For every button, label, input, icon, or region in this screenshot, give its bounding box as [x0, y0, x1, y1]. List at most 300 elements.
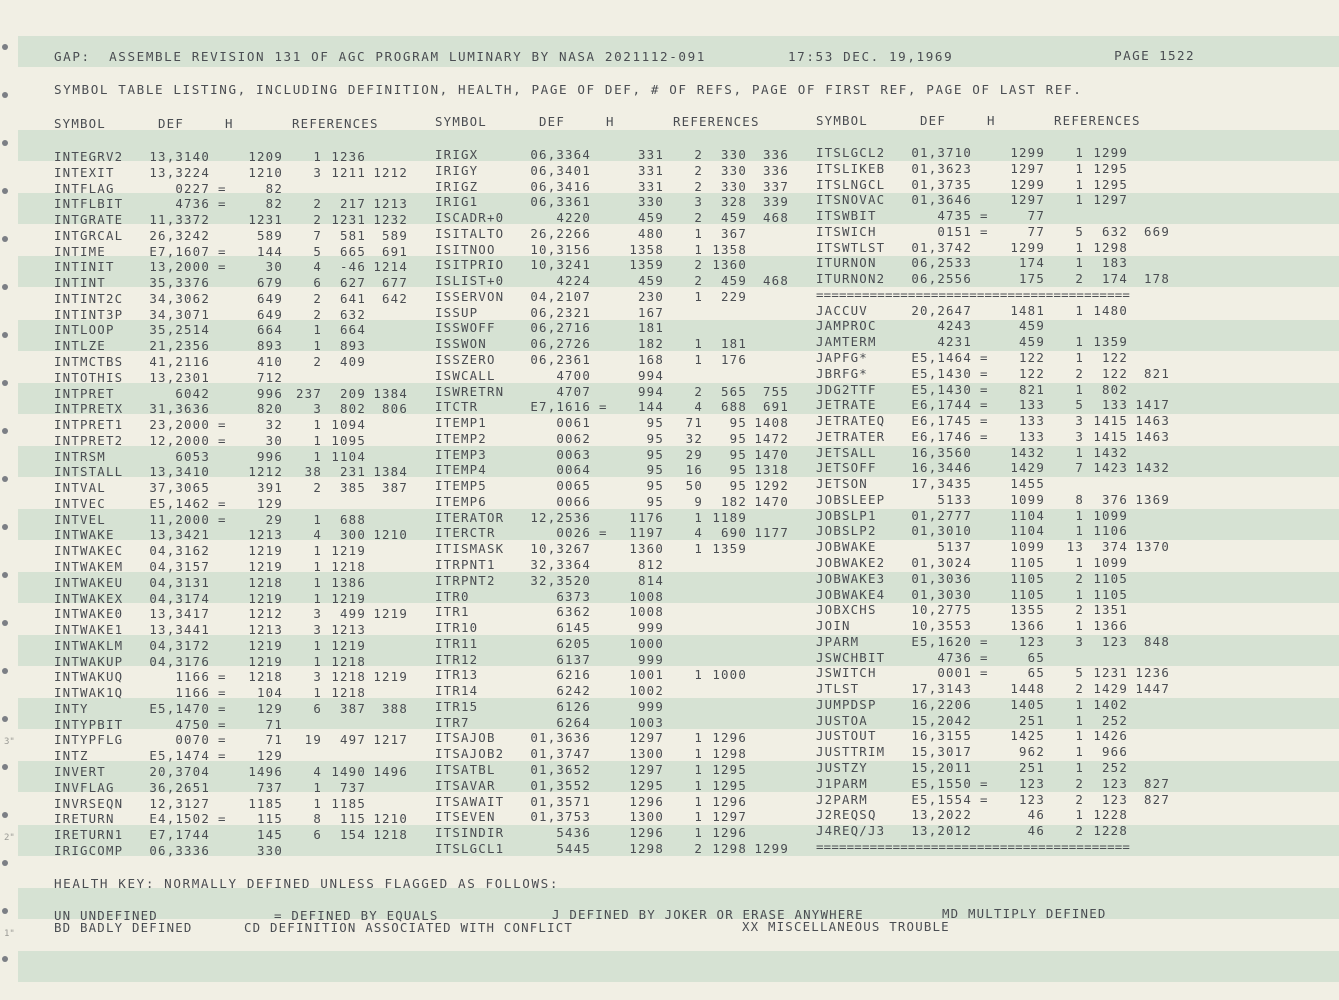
cell-def-page: 95	[646, 493, 664, 509]
cell-ref-count: 2	[1075, 681, 1084, 697]
cell-ref-count: 2	[313, 290, 322, 306]
cell-last-ref: 1384	[373, 385, 408, 401]
cell-first-ref: 1296	[712, 825, 747, 841]
cell-first-ref: 565	[721, 383, 747, 399]
cell-def: 06,2716	[530, 320, 591, 336]
cell-def: 6242	[556, 683, 591, 699]
key-misc-trouble: XX MISCELLANEOUS TROUBLE	[742, 919, 950, 934]
cell-symbol: ITR11	[435, 635, 479, 651]
cell-ref-count: 2	[1075, 570, 1084, 586]
cell-ref-count: 2	[694, 147, 703, 162]
cell-symbol: ITURNON2	[816, 271, 886, 287]
cell-symbol: J2REQSQ	[816, 807, 877, 823]
cell-symbol: INTWAKUQ	[54, 669, 124, 685]
cell-symbol: JOBWAKE	[816, 539, 877, 555]
cell-health: =	[218, 495, 227, 511]
cell-health: =	[980, 381, 989, 397]
cell-first-ref: 300	[340, 527, 366, 543]
listing-timestamp: 17:53 DEC. 19,1969	[788, 49, 954, 64]
cell-symbol: ITISMASK	[435, 541, 505, 557]
cell-def-page: 649	[257, 290, 283, 306]
cell-symbol: ITR0	[435, 588, 470, 604]
cell-def: 01,3623	[911, 160, 972, 176]
cell-def-page: 77	[1027, 223, 1045, 239]
cell-def-page: 123	[1019, 791, 1045, 807]
cell-def: E4,1502	[149, 811, 210, 827]
cell-last-ref: 1232	[373, 212, 408, 228]
cell-def-page: 1429	[1010, 460, 1045, 476]
cell-symbol: INTWAKEC	[54, 543, 124, 559]
cell-first-ref: 1218	[331, 559, 366, 575]
cell-ref-count: 1	[313, 574, 322, 590]
cell-first-ref: 122	[1102, 365, 1128, 381]
cell-symbol: INTFLAG	[54, 180, 115, 196]
cell-def: 4707	[556, 383, 591, 399]
cell-ref-count: 1	[313, 511, 322, 527]
cell-symbol: INTYPBIT	[54, 716, 124, 732]
cell-def: 13,2012	[911, 823, 972, 839]
cell-health: =	[980, 365, 989, 381]
cell-def-page: 1296	[629, 825, 664, 841]
cell-health: =	[980, 350, 989, 365]
cell-first-ref: 1236	[331, 149, 366, 164]
cell-last-ref: 1370	[1135, 539, 1170, 555]
cell-def: 0065	[556, 478, 591, 494]
cell-ref-count: 1	[694, 225, 703, 241]
cell-def: 6053	[175, 448, 210, 464]
cell-def-page: 77	[1027, 208, 1045, 224]
cell-first-ref: 688	[340, 511, 366, 527]
cell-last-ref: 677	[382, 275, 408, 291]
cell-symbol: INTVEC	[54, 495, 106, 511]
cell-first-ref: 182	[721, 493, 747, 509]
cell-def: 04,2107	[530, 288, 591, 304]
cell-symbol: JSWITCH	[816, 665, 877, 681]
cell-def-page: 29	[265, 511, 283, 527]
cell-health: =	[980, 649, 989, 665]
cell-def-page: 1209	[248, 149, 283, 164]
cell-symbol: ITSLGCL1	[435, 840, 505, 856]
cell-def: 0064	[556, 462, 591, 478]
cell-def: 5133	[937, 491, 972, 507]
cell-ref-count: 1	[1075, 523, 1084, 539]
cell-def: 32,3520	[530, 572, 591, 588]
cell-symbol: INTWAKLM	[54, 637, 124, 653]
cell-health: =	[980, 208, 989, 224]
cell-ref-count: 1	[313, 653, 322, 669]
cell-symbol: JTLST	[816, 681, 860, 697]
cell-symbol: INTWAKE	[54, 527, 115, 543]
cell-def: 12,2000	[149, 432, 210, 448]
cell-first-ref: 1095	[331, 432, 366, 448]
cell-def: E5,1462	[149, 495, 210, 511]
cell-first-ref: 802	[1102, 381, 1128, 397]
cell-def: 6205	[556, 635, 591, 651]
cell-def-page: 1212	[248, 606, 283, 622]
cell-last-ref: 468	[763, 210, 789, 226]
feed-hole	[2, 140, 8, 146]
feed-hole	[2, 236, 8, 242]
cell-symbol: JOBWAKE3	[816, 570, 886, 586]
cell-ref-count: 1	[1075, 160, 1084, 176]
cell-last-ref: 1214	[373, 259, 408, 275]
cell-symbol: J1PARM	[816, 775, 868, 791]
col-header-def-2: DEF	[539, 114, 565, 129]
cell-first-ref: 1296	[712, 730, 747, 746]
cell-first-ref: 1429	[1093, 681, 1128, 697]
cell-def: 12,3127	[149, 795, 210, 811]
cell-first-ref: 330	[721, 178, 747, 194]
cell-symbol: ITRPNT1	[435, 557, 496, 573]
cell-last-ref: 1292	[754, 478, 789, 494]
cell-def-page: 1099	[1010, 491, 1045, 507]
cell-def: E6,1745	[911, 413, 972, 429]
cell-def-page: 1099	[1010, 539, 1045, 555]
cell-def: 4243	[937, 318, 972, 334]
cell-health: =	[980, 413, 989, 429]
cell-def-page: 175	[1019, 271, 1045, 287]
cell-first-ref: 1296	[712, 793, 747, 809]
cell-def: E6,1746	[911, 428, 972, 444]
cell-symbol: ISCADR+0	[435, 210, 505, 226]
cell-last-ref: 1463	[1135, 413, 1170, 429]
cell-def: 5436	[556, 825, 591, 841]
cell-first-ref: 1415	[1093, 428, 1128, 444]
cell-def-page: 1197	[629, 525, 664, 541]
cell-ref-count: 5	[1075, 397, 1084, 413]
cell-ref-count: 1	[313, 432, 322, 448]
cell-def-page: 1231	[248, 212, 283, 228]
cell-def: 12,2536	[530, 509, 591, 525]
cell-first-ref: 174	[1102, 271, 1128, 287]
cell-first-ref: 1490	[331, 764, 366, 780]
cell-ref-count: 2	[694, 178, 703, 194]
cell-ref-count: 1	[1075, 145, 1084, 160]
cell-first-ref: 122	[1102, 350, 1128, 365]
cell-ref-count: 4	[313, 259, 322, 275]
cell-first-ref: 209	[340, 385, 366, 401]
cell-def: 6216	[556, 667, 591, 683]
cell-def-page: 115	[257, 811, 283, 827]
cell-first-ref: -46	[340, 259, 366, 275]
feed-hole	[2, 284, 8, 290]
cell-def: 6126	[556, 698, 591, 714]
cell-def: 34,3062	[149, 290, 210, 306]
cell-first-ref: 499	[340, 606, 366, 622]
cell-symbol: INTWAKEU	[54, 574, 124, 590]
cell-def: E7,1616	[530, 399, 591, 415]
cell-def: E7,1607	[149, 243, 210, 259]
cell-last-ref: 1470	[754, 493, 789, 509]
cell-symbol: INTWAKE1	[54, 622, 124, 638]
cell-def: 01,3742	[911, 239, 972, 255]
cell-symbol: ITR14	[435, 683, 479, 699]
cell-first-ref: 1094	[331, 417, 366, 433]
feed-hole	[2, 908, 8, 914]
cell-first-ref: 154	[340, 827, 366, 843]
cell-symbol: ISITALTO	[435, 225, 505, 241]
cell-def: 4735	[937, 208, 972, 224]
cell-def: 6264	[556, 714, 591, 730]
col-header-def-3: DEF	[920, 113, 946, 128]
cell-def-page: 144	[257, 243, 283, 259]
cell-def: 13,3421	[149, 527, 210, 543]
cell-def-page: 82	[265, 196, 283, 212]
cell-symbol: ITEMP3	[435, 446, 487, 462]
cell-ref-count: 1	[1075, 350, 1084, 365]
key-defined-by-joker: J DEFINED BY JOKER OR ERASE ANYWHERE	[552, 907, 864, 922]
cell-def-page: 1000	[629, 635, 664, 651]
cell-first-ref: 664	[340, 322, 366, 338]
cell-def-page: 459	[638, 273, 664, 289]
cell-def-page: 65	[1027, 665, 1045, 681]
cell-def: 04,3172	[149, 637, 210, 653]
cell-last-ref: 848	[1144, 633, 1170, 649]
cell-health: =	[980, 397, 989, 413]
cell-def-page: 999	[638, 651, 664, 667]
cell-def: 4736	[175, 196, 210, 212]
cell-def: 01,3036	[911, 570, 972, 586]
cell-def-page: 1355	[1010, 602, 1045, 618]
cell-health: =	[218, 716, 227, 732]
cell-first-ref: 367	[721, 225, 747, 241]
cell-def-page: 994	[638, 367, 664, 383]
cell-def: 06,3336	[149, 842, 210, 858]
cell-first-ref: 1358	[712, 241, 747, 257]
cell-ref-count: 19	[304, 732, 322, 748]
cell-symbol: INTGRATE	[54, 212, 124, 228]
cell-def: E6,1744	[911, 397, 972, 413]
cell-def: E5,1464	[911, 350, 972, 365]
cell-symbol: INVFLAG	[54, 779, 115, 795]
cell-symbol: ITR1	[435, 604, 470, 620]
cell-ref-count: 1	[1075, 507, 1084, 523]
cell-ref-count: 2	[694, 162, 703, 178]
margin-mark-1: 1"	[4, 929, 15, 939]
cell-symbol: J4REQ/J3	[816, 823, 886, 839]
cell-ref-count: 2	[313, 354, 322, 369]
cell-symbol: IRIG1	[435, 194, 479, 210]
cell-health: =	[980, 791, 989, 807]
cell-def-page: 1219	[248, 637, 283, 653]
cell-ref-count: 1	[313, 590, 322, 606]
cell-symbol: JETSALL	[816, 444, 877, 460]
cell-first-ref: 1415	[1093, 413, 1128, 429]
cell-first-ref: 1426	[1093, 728, 1128, 744]
cell-def-page: 95	[646, 446, 664, 462]
cell-def-page: 1001	[629, 667, 664, 683]
cell-def-page: 999	[638, 698, 664, 714]
cell-ref-count: 1	[1075, 744, 1084, 760]
cell-def-page: 1105	[1010, 555, 1045, 571]
cell-symbol: INTLZE	[54, 338, 106, 354]
cell-first-ref: 252	[1102, 760, 1128, 776]
cell-def: 31,3636	[149, 401, 210, 417]
cell-ref-count: 1	[1075, 712, 1084, 728]
col-header-refs-3: REFERENCES	[1054, 113, 1141, 128]
cell-def-page: 893	[257, 338, 283, 354]
cell-def: 32,3364	[530, 557, 591, 573]
cell-first-ref: 1299	[1093, 145, 1128, 160]
cell-def-page: 814	[638, 572, 664, 588]
cell-first-ref: 374	[1102, 539, 1128, 555]
cell-first-ref: 1099	[1093, 555, 1128, 571]
cell-def-page: 1105	[1010, 586, 1045, 602]
cell-def: 06,3361	[530, 194, 591, 210]
cell-def: 11,2000	[149, 511, 210, 527]
cell-ref-count: 2	[1075, 602, 1084, 618]
cell-def: 06,2726	[530, 336, 591, 352]
col-header-refs-1: REFERENCES	[292, 116, 379, 131]
cell-def: 15,3017	[911, 744, 972, 760]
cell-def-page: 123	[1019, 633, 1045, 649]
cell-def: 4700	[556, 367, 591, 383]
cell-health: =	[218, 811, 227, 827]
cell-first-ref: 1297	[712, 809, 747, 825]
cell-def-page: 1405	[1010, 696, 1045, 712]
cell-health: =	[218, 685, 227, 701]
cell-ref-count: 5	[1075, 665, 1084, 681]
cell-ref-count: 6	[313, 827, 322, 843]
cell-def-page: 1298	[629, 840, 664, 856]
cell-def: 0061	[556, 415, 591, 431]
cell-ref-count: 1	[1075, 696, 1084, 712]
cell-first-ref: 665	[340, 243, 366, 259]
cell-symbol: INVERT	[54, 764, 106, 780]
cell-symbol: INTEXIT	[54, 164, 115, 180]
cell-def: 06,3416	[530, 178, 591, 194]
cell-def-page: 182	[638, 336, 664, 352]
cell-last-ref: 1447	[1135, 681, 1170, 697]
cell-def-page: 1213	[248, 622, 283, 638]
cell-def: 1166	[175, 685, 210, 701]
cell-symbol: INTWAKUP	[54, 653, 124, 669]
cell-ref-count: 3	[313, 606, 322, 622]
cell-health: =	[218, 700, 227, 716]
cell-def-page: 1425	[1010, 728, 1045, 744]
cell-def-page: 459	[1019, 334, 1045, 350]
cell-ref-count: 1	[313, 338, 322, 354]
cell-def: 5137	[937, 539, 972, 555]
cell-symbol: JOBWAKE2	[816, 555, 886, 571]
cell-last-ref: 691	[763, 399, 789, 415]
cell-symbol: ITSLGCL2	[816, 145, 886, 160]
col-header-symbol-1: SYMBOL	[54, 116, 106, 131]
cell-first-ref: 1219	[331, 637, 366, 653]
cell-last-ref: 1210	[373, 527, 408, 543]
cell-symbol: ITSAJOB	[435, 730, 496, 746]
cell-ref-count: 2	[313, 480, 322, 496]
cell-def-page: 480	[638, 225, 664, 241]
cell-ref-count: 4	[313, 527, 322, 543]
cell-symbol: ITR13	[435, 667, 479, 683]
cell-ref-count: 29	[685, 446, 703, 462]
cell-symbol: ITR15	[435, 698, 479, 714]
cell-ref-count: 1	[694, 730, 703, 746]
cell-last-ref: 468	[763, 273, 789, 289]
cell-def-page: 994	[638, 383, 664, 399]
cell-first-ref: 688	[721, 399, 747, 415]
cell-first-ref: 966	[1102, 744, 1128, 760]
cell-def: 17,3143	[911, 681, 972, 697]
cell-def: E5,1550	[911, 775, 972, 791]
cell-last-ref: 821	[1144, 365, 1170, 381]
cell-first-ref: 330	[721, 162, 747, 178]
cell-def: 6137	[556, 651, 591, 667]
cell-def-page: 391	[257, 480, 283, 496]
cell-def: 11,3372	[149, 212, 210, 228]
cell-def-page: 30	[265, 432, 283, 448]
cell-def: 15,2011	[911, 760, 972, 776]
cell-last-ref: 1212	[373, 164, 408, 180]
cell-ref-count: 8	[313, 811, 322, 827]
cell-ref-count: 3	[313, 669, 322, 685]
key-badly-defined: BD BADLY DEFINED	[54, 920, 193, 935]
cell-def: 13,2000	[149, 259, 210, 275]
cell-def: 06,2361	[530, 352, 591, 367]
cell-first-ref: 581	[340, 227, 366, 243]
cell-def-page: 1299	[1010, 239, 1045, 255]
cell-def-page: 144	[638, 399, 664, 415]
cell-def: 01,3646	[911, 192, 972, 208]
cell-symbol: ISSERVON	[435, 288, 505, 304]
cell-def: 1166	[175, 669, 210, 685]
cell-symbol: INTPRET	[54, 385, 115, 401]
cell-ref-count: 1	[1075, 728, 1084, 744]
col-header-h-1: H	[225, 116, 234, 131]
cell-last-ref: 1384	[373, 464, 408, 480]
cell-last-ref: 589	[382, 227, 408, 243]
cell-def: 36,2651	[149, 779, 210, 795]
cell-first-ref: 1219	[331, 543, 366, 559]
cell-ref-count: 2	[694, 257, 703, 273]
cell-last-ref: 1369	[1135, 491, 1170, 507]
cell-ref-count: 1	[694, 809, 703, 825]
col-header-symbol-3: SYMBOL	[816, 113, 868, 128]
cell-ref-count: 2	[1075, 271, 1084, 287]
cell-last-ref: 178	[1144, 271, 1170, 287]
cell-first-ref: 330	[721, 147, 747, 162]
cell-symbol: INTYPFLG	[54, 732, 124, 748]
cell-def-page: 168	[638, 352, 664, 367]
cell-symbol: ITSNOVAC	[816, 192, 886, 208]
feed-hole	[2, 524, 8, 530]
cell-ref-count: 8	[1075, 491, 1084, 507]
cell-symbol: ITSATBL	[435, 762, 496, 778]
cell-health: =	[218, 417, 227, 433]
cell-ref-count: 1	[694, 509, 703, 525]
cell-first-ref: 229	[721, 288, 747, 304]
cell-ref-count: 1	[313, 322, 322, 338]
listing-subtitle: SYMBOL TABLE LISTING, INCLUDING DEFINITION, HEALTH, PAGE OF DEF, # OF REFS, PAGE OF FIRST REF, PAGE OF LAST REF.	[54, 82, 1083, 97]
col-header-h-2: H	[606, 114, 615, 129]
cell-symbol: ISLIST+0	[435, 273, 505, 289]
cell-ref-count: 1	[694, 746, 703, 762]
cell-def: 0063	[556, 446, 591, 462]
cell-def-page: 996	[257, 448, 283, 464]
cell-first-ref: 95	[729, 478, 747, 494]
cell-first-ref: 123	[1102, 633, 1128, 649]
cell-health: =	[218, 180, 227, 196]
cell-first-ref: 737	[340, 779, 366, 795]
cell-ref-count: 1	[694, 336, 703, 352]
cell-first-ref: 1297	[1093, 192, 1128, 208]
cell-symbol: JUSTOUT	[816, 728, 877, 744]
cell-def: 6145	[556, 620, 591, 636]
cell-first-ref: 632	[340, 306, 366, 322]
cell-symbol: ITSLIKEB	[816, 160, 886, 176]
cell-ref-count: 2	[313, 212, 322, 228]
